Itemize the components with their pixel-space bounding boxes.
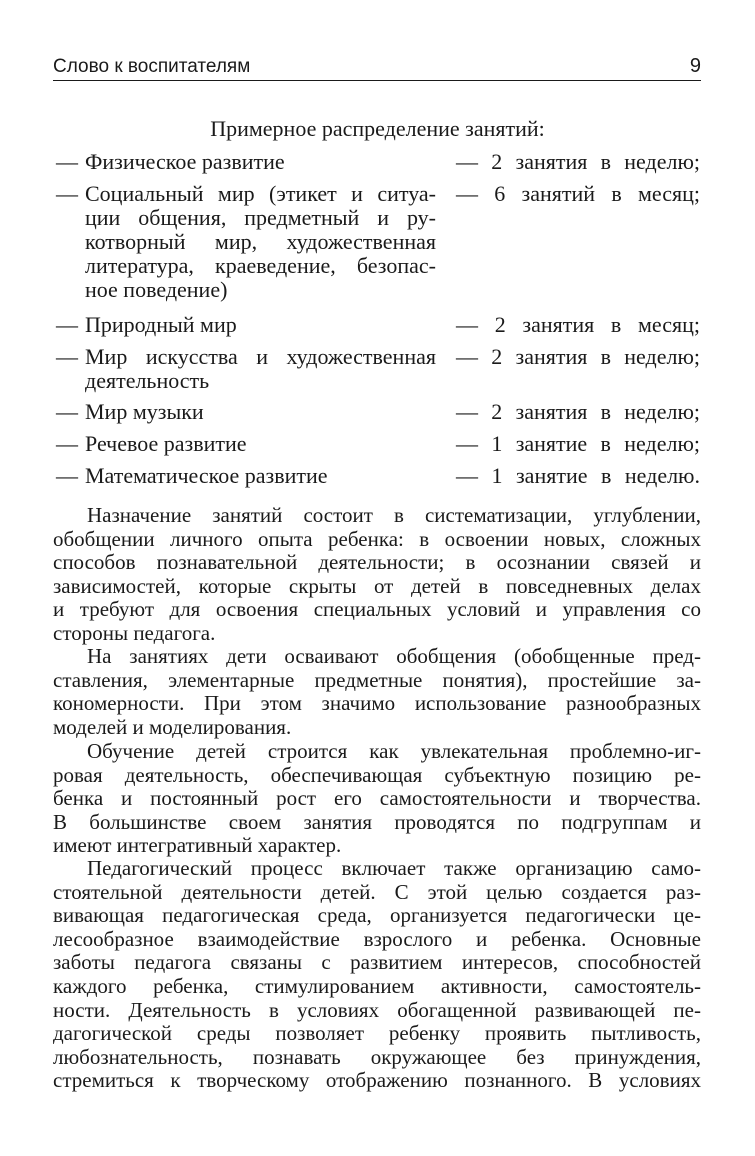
text-line: каждого ребенка, стимулированием активности, самостоятель-: [53, 973, 701, 998]
activity-frequency: — 2 занятия в неделю;: [456, 344, 700, 369]
body-paragraph: [53, 857, 701, 1093]
text-line: Обучение детей строится как увлекательная проблемно-иг-: [87, 739, 701, 763]
text-line: На занятиях дети осваивают обобщения (обобщенные пред-: [87, 644, 701, 668]
activity-line: литература, краеведение, безопас-: [85, 253, 436, 278]
text-line: заботы педагога связаны с развитием интересов, способностей: [53, 950, 701, 975]
page-number: 9: [689, 55, 701, 77]
text-line: стороны педагога.: [53, 620, 216, 645]
text-line: стоятельной деятельности детей. С этой целью создается раз-: [53, 879, 701, 904]
activity-frequency: — 6 занятий в месяц;: [456, 181, 700, 206]
activity-frequency: — 2 занятия в неделю;: [456, 399, 700, 424]
text-line: способов познавательной деятельности; в осознании связей и: [53, 550, 701, 575]
activity-line: Речевое развитие: [85, 431, 247, 456]
running-title: Слово к воспитателям: [53, 56, 251, 77]
text-line: бенка и постоянный рост его самостоятельности и творчества.: [53, 786, 701, 811]
text-line: В большинстве своем занятия проводятся по подгруппам и: [53, 809, 701, 834]
activity-line: ции общения, предметный и ру-: [85, 205, 436, 230]
list-dash: —: [56, 431, 78, 456]
text-line: кономерности. При этом значимо использование разнообразных: [53, 691, 701, 716]
activity-line: ное поведение): [85, 277, 228, 302]
activity-frequency: — 2 занятия в месяц;: [456, 312, 700, 337]
list-dash: —: [56, 463, 78, 488]
list-dash: —: [56, 149, 78, 174]
activity-line: Социальный мир (этикет и ситуа-: [85, 181, 436, 206]
text-line: вивающая педагогическая среда, организуется педагогически це-: [53, 903, 701, 928]
activity-line: Мир искусства и художественная: [85, 344, 436, 369]
activity-line: Физическое развитие: [85, 149, 285, 174]
body-paragraph: [53, 740, 701, 858]
activity-frequency: — 2 занятия в неделю;: [456, 149, 700, 174]
list-dash: —: [56, 312, 78, 337]
list-dash: —: [56, 181, 78, 206]
text-line: ности. Деятельность в условиях обогащенной развивающей пе-: [53, 997, 701, 1022]
text-line: Педагогический процесс включает также организацию само-: [87, 856, 701, 880]
activity-line: Математическое развитие: [85, 463, 328, 488]
body-paragraph: [53, 504, 701, 646]
list-dash: —: [56, 344, 78, 369]
distribution-heading: Примерное распределение занятий:: [210, 116, 545, 141]
text-line: Назначение занятий состоит в систематизации, углублении,: [87, 503, 701, 527]
activity-line: Мир музыки: [85, 399, 204, 424]
text-line: и требуют для освоения специальных условий и управления со: [53, 597, 701, 622]
text-line: моделей и моделирования.: [53, 714, 292, 739]
activity-line: котворный мир, художественная: [85, 229, 436, 254]
text-line: любознательность, познавать окружающее без принуждения,: [53, 1044, 701, 1069]
body-paragraph: [53, 645, 701, 739]
text-line: дагогической среды позволяет ребенку проявить пытливость,: [53, 1021, 701, 1046]
text-line: лесообразное взаимодействие взрослого и ребенка. Основные: [53, 926, 701, 951]
text-line: зависимостей, которые скрыты от детей в повседневных делах: [53, 573, 701, 598]
activity-line: Природный мир: [85, 312, 237, 337]
running-head: [53, 54, 701, 81]
activity-line: деятельность: [85, 368, 210, 393]
text-line: ровая деятельность, обеспечивающая субъектную позицию ре-: [53, 762, 701, 787]
text-line: ставления, элементарные предметные понятия), простейшие за-: [53, 667, 701, 692]
activity-frequency: — 1 занятие в неделю.: [456, 463, 700, 488]
text-line: имеют интегративный характер.: [53, 833, 342, 858]
list-dash: —: [56, 399, 78, 424]
activity-frequency: — 1 занятие в неделю;: [456, 431, 700, 456]
text-line: стремиться к творческому отображению познанного. В условиях: [53, 1068, 701, 1093]
text-line: обобщении личного опыта ребенка: в освоении новых, сложных: [53, 526, 701, 551]
